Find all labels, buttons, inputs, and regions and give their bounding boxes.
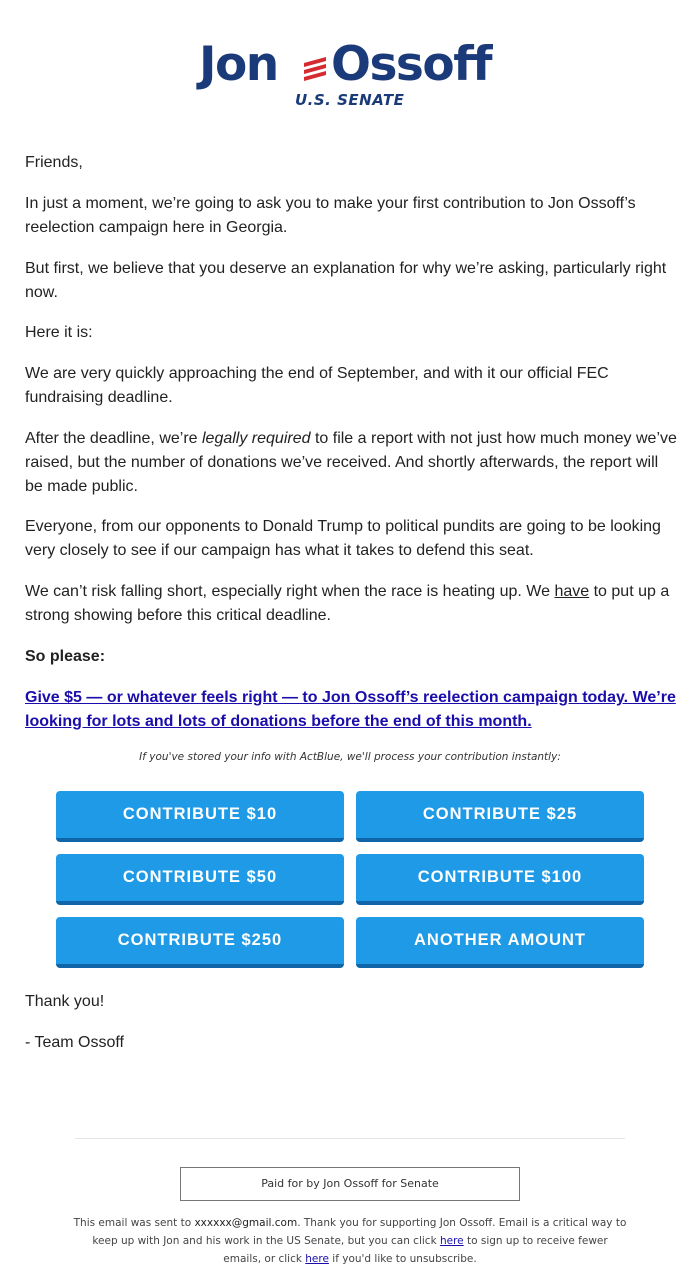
paid-for-disclaimer: Paid for by Jon Ossoff for Senate [180, 1167, 520, 1201]
logo-first-name: Jon [199, 37, 278, 92]
text-segment: if you'd like to unsubscribe. [328, 1253, 477, 1265]
footer-text [72, 1214, 628, 1268]
text-segment: After the deadline, we’re [25, 430, 202, 447]
another-amount-button[interactable]: ANOTHER AMOUNT [356, 917, 644, 968]
text-segment: to put up a strong showing before this critical deadline. [25, 583, 670, 624]
paragraph-deadline: We are very quickly approaching the end of September, and with it our official FEC fundraising deadline. [25, 365, 609, 406]
logo-subtitle: U.S. SENATE [295, 91, 405, 109]
text-segment: We can’t risk falling short, especially right when the race is heating up. We [25, 583, 555, 600]
unsubscribe-link[interactable]: here [305, 1253, 329, 1265]
text-segment: to file a report with not just how much money we’ve raised, but the number of donations we’ve received. And shortly afterwards, the report will be made public. [25, 430, 677, 495]
signature: - Team Ossoff [25, 1034, 124, 1051]
campaign-logo [199, 36, 501, 112]
paragraph-intro: In just a moment, we’re going to ask you to make your first contribution to Jon Ossoff’s reelection campaign here in Georgia. [25, 195, 636, 236]
contribute-250-button[interactable]: CONTRIBUTE $250 [56, 917, 344, 968]
paragraph-legal [25, 427, 680, 499]
donate-cta-paragraph [25, 686, 685, 734]
underlined-text: have [554, 583, 590, 600]
emphasis-text: legally required [202, 430, 311, 447]
paragraph-here-it-is: Here it is: [25, 324, 93, 341]
contribute-25-button[interactable]: CONTRIBUTE $25 [356, 791, 644, 842]
paragraph-opponents: Everyone, from our opponents to Donald Trump to political pundits are going to be looking very closely to see if our campaign has what it takes to defend this seat. [25, 518, 661, 559]
text-segment: to sign up to receive fewer emails, or click [223, 1235, 608, 1265]
contribute-10-button[interactable]: CONTRIBUTE $10 [56, 791, 344, 842]
paragraph-falling-short [25, 580, 680, 628]
donate-cta-link[interactable]: Give $5 — or whatever feels right — to Jon Ossoff’s reelection campaign today. We’re looking for lots and lots of donations before the end of this month. [25, 689, 676, 730]
footer-divider [75, 1138, 625, 1139]
so-please-heading: So please: [25, 648, 106, 665]
flag-stripes-icon [302, 54, 334, 84]
fewer-emails-link[interactable]: here [439, 1235, 464, 1247]
email-header [0, 36, 700, 112]
text-segment: . Thank you for supporting Jon Ossoff. Email is a critical way to keep up with Jon and his work in the US Senate, but you can click [92, 1217, 627, 1247]
thank-you-text: Thank you! [25, 993, 105, 1010]
paragraph-explanation: But first, we believe that you deserve an explanation for why we’re asking, particularly right now. [25, 260, 667, 301]
contribute-100-button[interactable]: CONTRIBUTE $100 [356, 854, 644, 905]
greeting: Friends, [25, 154, 83, 171]
logo-last-name: Ossoff [331, 37, 492, 92]
contribute-50-button[interactable]: CONTRIBUTE $50 [56, 854, 344, 905]
actblue-express-note: If you've stored your info with ActBlue, we'll process your contribution instantly: [139, 751, 561, 763]
text-segment: This email was sent to [73, 1217, 195, 1229]
recipient-email: xxxxxx@gmail.com [194, 1217, 298, 1229]
